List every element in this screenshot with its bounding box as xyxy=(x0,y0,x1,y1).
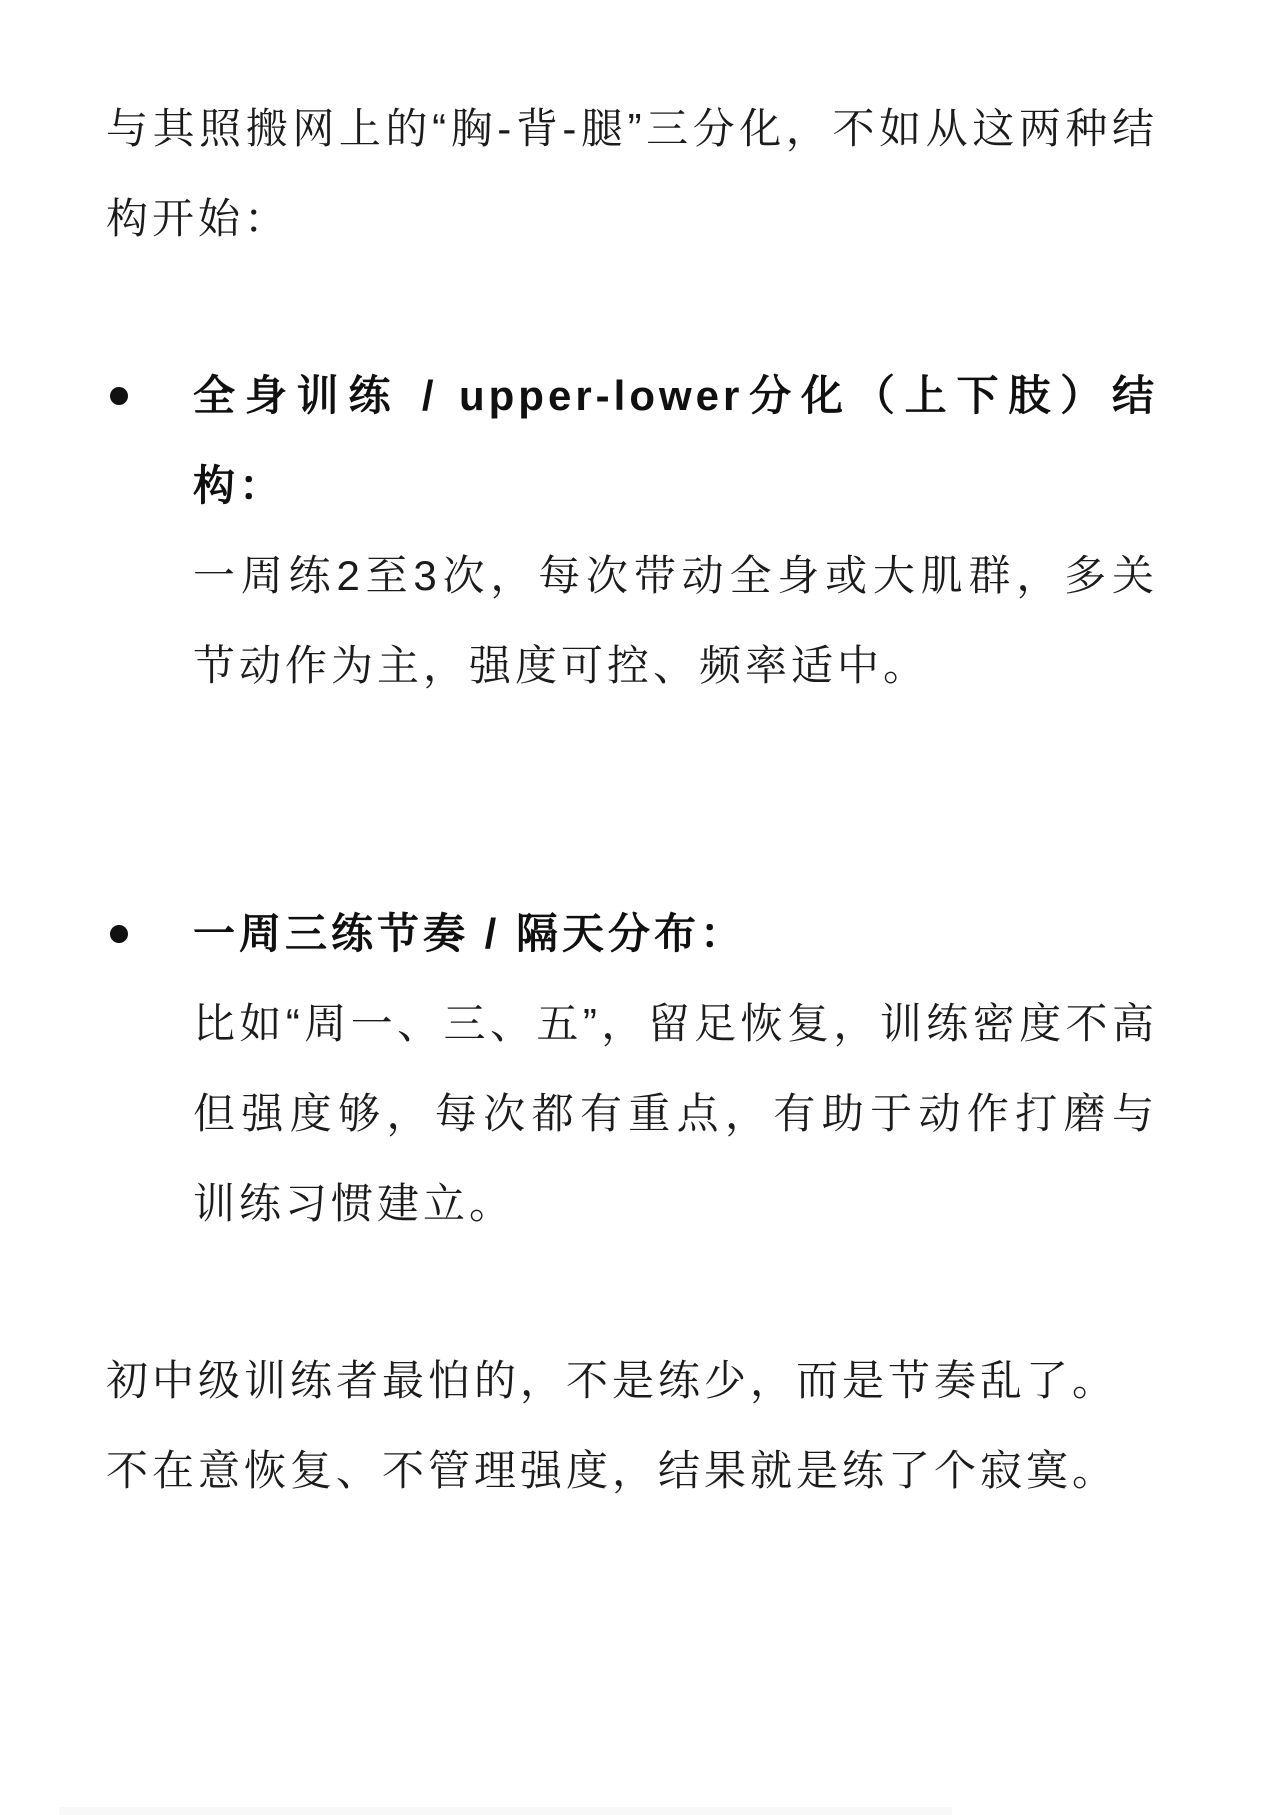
bullet-dot-icon xyxy=(110,925,128,943)
bullet-heading: 一周三练节奏 / 隔天分布： xyxy=(193,910,747,957)
bullet-list xyxy=(106,351,1158,1249)
bullet-body: 一周练2至3次，每次带动全身或大肌群，多关节动作为主，强度可控、频率适中。 xyxy=(193,552,1158,689)
list-item xyxy=(106,889,1158,1249)
bullet-dot-icon xyxy=(110,387,128,405)
closing-paragraph: 不在意恢复、不管理强度，结果就是练了个寂寞。 xyxy=(106,1447,1119,1494)
bullet-body: 比如“周一、三、五”，留足恢复，训练密度不高但强度够，每次都有重点，有助于动作打磨与训练习惯建立。 xyxy=(193,1000,1158,1227)
closing-paragraph: 初中级训练者最怕的，不是练少，而是节奏乱了。 xyxy=(106,1357,1119,1404)
list-item xyxy=(106,351,1158,711)
intro-paragraph: 与其照搬网上的“胸-背-腿”三分化，不如从这两种结构开始： xyxy=(106,105,1158,242)
partial-element-strip xyxy=(59,1807,952,1815)
bullet-heading: 全身训练 / upper-lower分化（上下肢）结构： xyxy=(193,372,1158,509)
